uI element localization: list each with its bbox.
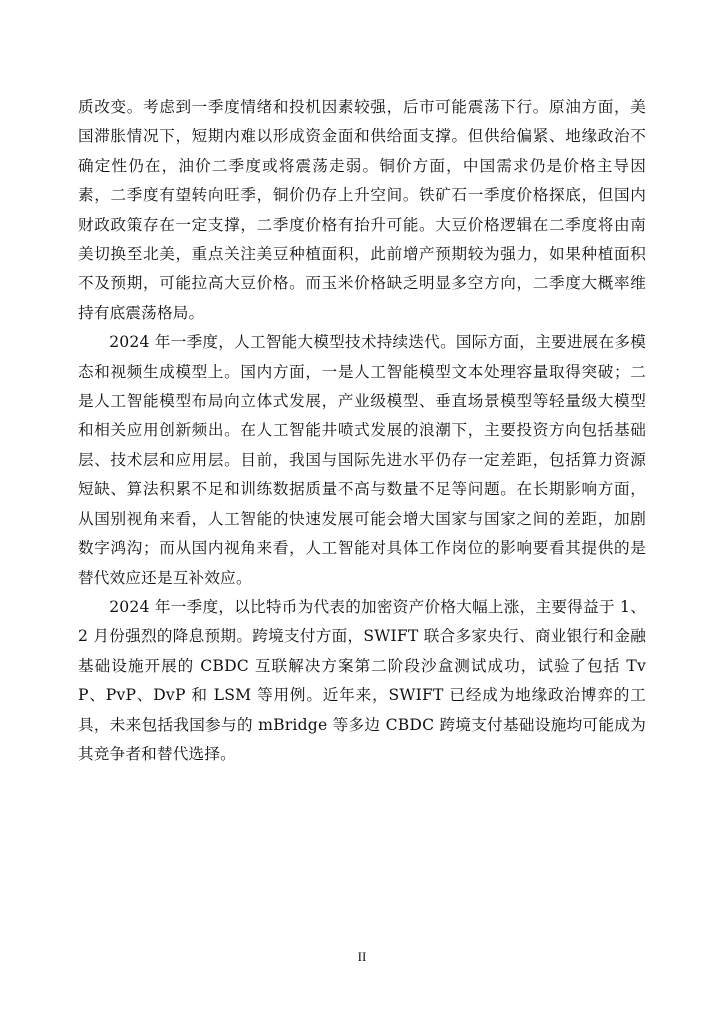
paragraph-artificial-intelligence: 2024 年一季度，人工智能大模型技术持续迭代。国际方面，主要进展在多模态和视频生成模型上。国内方面，一是人工智能模型文本处理容量取得突破；二是人工智能模型布局向立体式发展，产业级模型、垂直场景模型等轻量级大模型和相关应用创新频出。在人工智能井喷式发展的浪潮下，主要投资方向包括基础层、技术层和应用层。目前，我国与国际先进水平仍存一定差距，包括算力资源短缺、算法积累不足和训练数据质量不高与数量不足等问题。在长期影响方面，从国别视角来看，人工智能的快速发展可能会增大国家与国家之间的差距，加剧数字鸿沟；而从国内视角来看，人工智能对具体工作岗位的影响要看其提供的是替代效应还是互补效应。 (78, 333, 646, 587)
paragraph-crypto-cross-border-payments: 2024 年一季度，以比特币为代表的加密资产价格大幅上涨，主要得益于 1、2 月份强烈的降息预期。跨境支付方面，SWIFT 联合多家央行、商业银行和金融基础设施开展的 CBDC 互联解决方案第二阶段沙盒测试成功，试验了包括 TvP、PvP、DvP 和 LSM 等用例。近年来，SWIFT 已经成为地缘政治博弈的工具，未来包括我国参与的 mBridge 等多边 CBDC 跨境支付基础设施均可能成为其竞争者和替代选择。 (78, 597, 646, 763)
paragraph-commodities: 质改变。考虑到一季度情绪和投机因素较强，后市可能震荡下行。原油方面，美国滞胀情况下，短期内难以形成资金面和供给面支撑。但供给偏紧、地缘政治不确定性仍在，油价二季度或将震荡走弱。铜价方面，中国需求仍是价格主导因素，二季度有望转向旺季，铜价仍存上升空间。铁矿石一季度价格探底，但国内财政政策存在一定支撑，二季度价格有抬升可能。大豆价格逻辑在二季度将由南美切换至北美，重点关注美豆种植面积，此前增产预期较为强力，如果种植面积不及预期，可能拉高大豆价格。而玉米价格缺乏明显多空方向，二季度大概率维持有底震荡格局。 (78, 98, 646, 322)
page-number: II (357, 949, 367, 964)
body-text (78, 93, 646, 769)
